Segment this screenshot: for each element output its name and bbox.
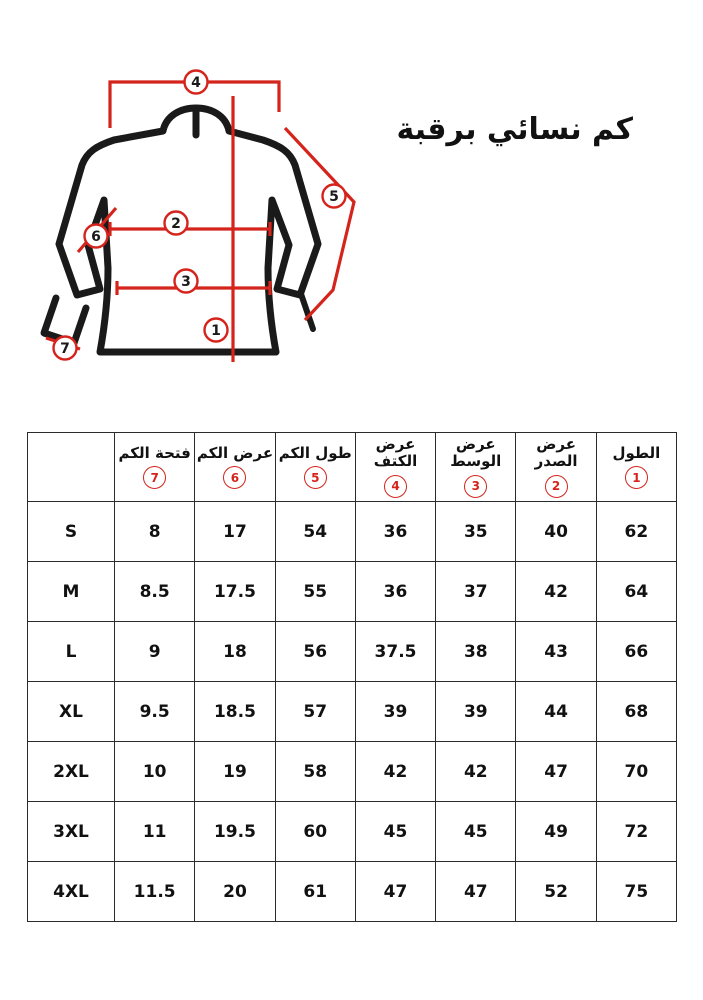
svg-text:5: 5 <box>329 189 339 205</box>
cell-size-label: 2XL <box>28 742 115 802</box>
table-row <box>28 502 677 562</box>
cell-measure-5: 58 <box>275 742 355 802</box>
header-cell-measure-7 <box>115 433 195 502</box>
cell-measure-4: 39 <box>355 682 435 742</box>
cell-measure-6: 18.5 <box>195 682 275 742</box>
cell-measure-3: 42 <box>436 742 516 802</box>
svg-text:4: 4 <box>191 75 201 91</box>
table-body <box>28 502 677 922</box>
header-callout-number: 3 <box>464 475 487 498</box>
table-head <box>28 433 677 502</box>
callout-1 <box>205 319 228 342</box>
cell-measure-2: 44 <box>516 682 596 742</box>
callout-5 <box>323 185 346 208</box>
svg-text:7: 7 <box>60 341 70 357</box>
svg-text:1: 1 <box>211 323 221 339</box>
cell-measure-3: 47 <box>436 862 516 922</box>
cell-measure-6: 18 <box>195 622 275 682</box>
header-cell-measure-2 <box>516 433 596 502</box>
cell-size-label: 3XL <box>28 802 115 862</box>
header-callout-number: 7 <box>143 466 166 489</box>
header-callout-number: 1 <box>625 466 648 489</box>
cell-measure-2: 43 <box>516 622 596 682</box>
page-title: كم نسائي برقبة <box>396 112 633 147</box>
garment-illustration <box>0 0 703 420</box>
cell-measure-7: 9 <box>115 622 195 682</box>
table-row <box>28 742 677 802</box>
cell-measure-1: 64 <box>596 562 676 622</box>
cell-measure-4: 47 <box>355 862 435 922</box>
cell-measure-3: 37 <box>436 562 516 622</box>
cell-measure-5: 57 <box>275 682 355 742</box>
size-table <box>27 432 677 922</box>
svg-text:3: 3 <box>181 274 191 290</box>
cell-size-label: L <box>28 622 115 682</box>
cell-size-label: 4XL <box>28 862 115 922</box>
cell-measure-2: 47 <box>516 742 596 802</box>
cell-measure-1: 66 <box>596 622 676 682</box>
size-table-wrapper <box>27 432 677 922</box>
cell-measure-7: 10 <box>115 742 195 802</box>
garment-drawing <box>0 0 703 420</box>
header-label: طول الكم <box>278 443 352 462</box>
cell-measure-4: 36 <box>355 562 435 622</box>
callout-3 <box>175 270 198 293</box>
header-cell-measure-4 <box>355 433 435 502</box>
cell-size-label: XL <box>28 682 115 742</box>
cell-measure-6: 17 <box>195 502 275 562</box>
cell-measure-7: 11 <box>115 802 195 862</box>
cell-measure-5: 60 <box>275 802 355 862</box>
header-label: فتحة الكم <box>118 443 191 462</box>
cell-size-label: S <box>28 502 115 562</box>
table-row <box>28 682 677 742</box>
cell-measure-3: 35 <box>436 502 516 562</box>
header-label: عرض الكتف <box>373 435 418 470</box>
cell-measure-5: 61 <box>275 862 355 922</box>
header-label: عرض الصدر <box>534 435 578 470</box>
table-header-row <box>28 433 677 502</box>
cell-measure-1: 72 <box>596 802 676 862</box>
header-callout-number: 4 <box>384 475 407 498</box>
header-callout-number: 6 <box>223 466 246 489</box>
table-row <box>28 802 677 862</box>
header-label: الطول <box>612 443 661 462</box>
cell-measure-1: 70 <box>596 742 676 802</box>
cell-measure-7: 9.5 <box>115 682 195 742</box>
header-label: عرض الكم <box>196 443 274 462</box>
cell-measure-3: 38 <box>436 622 516 682</box>
cell-measure-5: 54 <box>275 502 355 562</box>
cell-measure-6: 17.5 <box>195 562 275 622</box>
cell-measure-1: 68 <box>596 682 676 742</box>
cell-measure-2: 49 <box>516 802 596 862</box>
svg-text:6: 6 <box>91 229 101 245</box>
header-cell-measure-1 <box>596 433 676 502</box>
cell-measure-4: 42 <box>355 742 435 802</box>
cell-measure-2: 42 <box>516 562 596 622</box>
svg-text:2: 2 <box>171 216 181 232</box>
table-row <box>28 622 677 682</box>
callout-2 <box>165 212 188 235</box>
cell-measure-2: 40 <box>516 502 596 562</box>
cell-measure-2: 52 <box>516 862 596 922</box>
cell-size-label: M <box>28 562 115 622</box>
callout-7 <box>54 337 77 360</box>
header-callout-number: 2 <box>545 475 568 498</box>
callout-6 <box>85 225 108 248</box>
cell-measure-6: 19.5 <box>195 802 275 862</box>
cell-measure-4: 36 <box>355 502 435 562</box>
cell-measure-5: 55 <box>275 562 355 622</box>
cell-measure-1: 62 <box>596 502 676 562</box>
callout-4 <box>185 71 208 94</box>
cell-measure-3: 39 <box>436 682 516 742</box>
table-row <box>28 862 677 922</box>
cell-measure-7: 8.5 <box>115 562 195 622</box>
cell-measure-1: 75 <box>596 862 676 922</box>
header-cell-size <box>28 433 115 502</box>
cell-measure-5: 56 <box>275 622 355 682</box>
header-callout-number: 5 <box>304 466 327 489</box>
cell-measure-6: 20 <box>195 862 275 922</box>
cell-measure-3: 45 <box>436 802 516 862</box>
table-row <box>28 562 677 622</box>
cell-measure-7: 8 <box>115 502 195 562</box>
cell-measure-4: 37.5 <box>355 622 435 682</box>
cell-measure-4: 45 <box>355 802 435 862</box>
header-cell-measure-3 <box>436 433 516 502</box>
header-cell-measure-5 <box>275 433 355 502</box>
cell-measure-6: 19 <box>195 742 275 802</box>
header-cell-measure-6 <box>195 433 275 502</box>
header-label: عرض الوسط <box>450 435 502 470</box>
cell-measure-7: 11.5 <box>115 862 195 922</box>
